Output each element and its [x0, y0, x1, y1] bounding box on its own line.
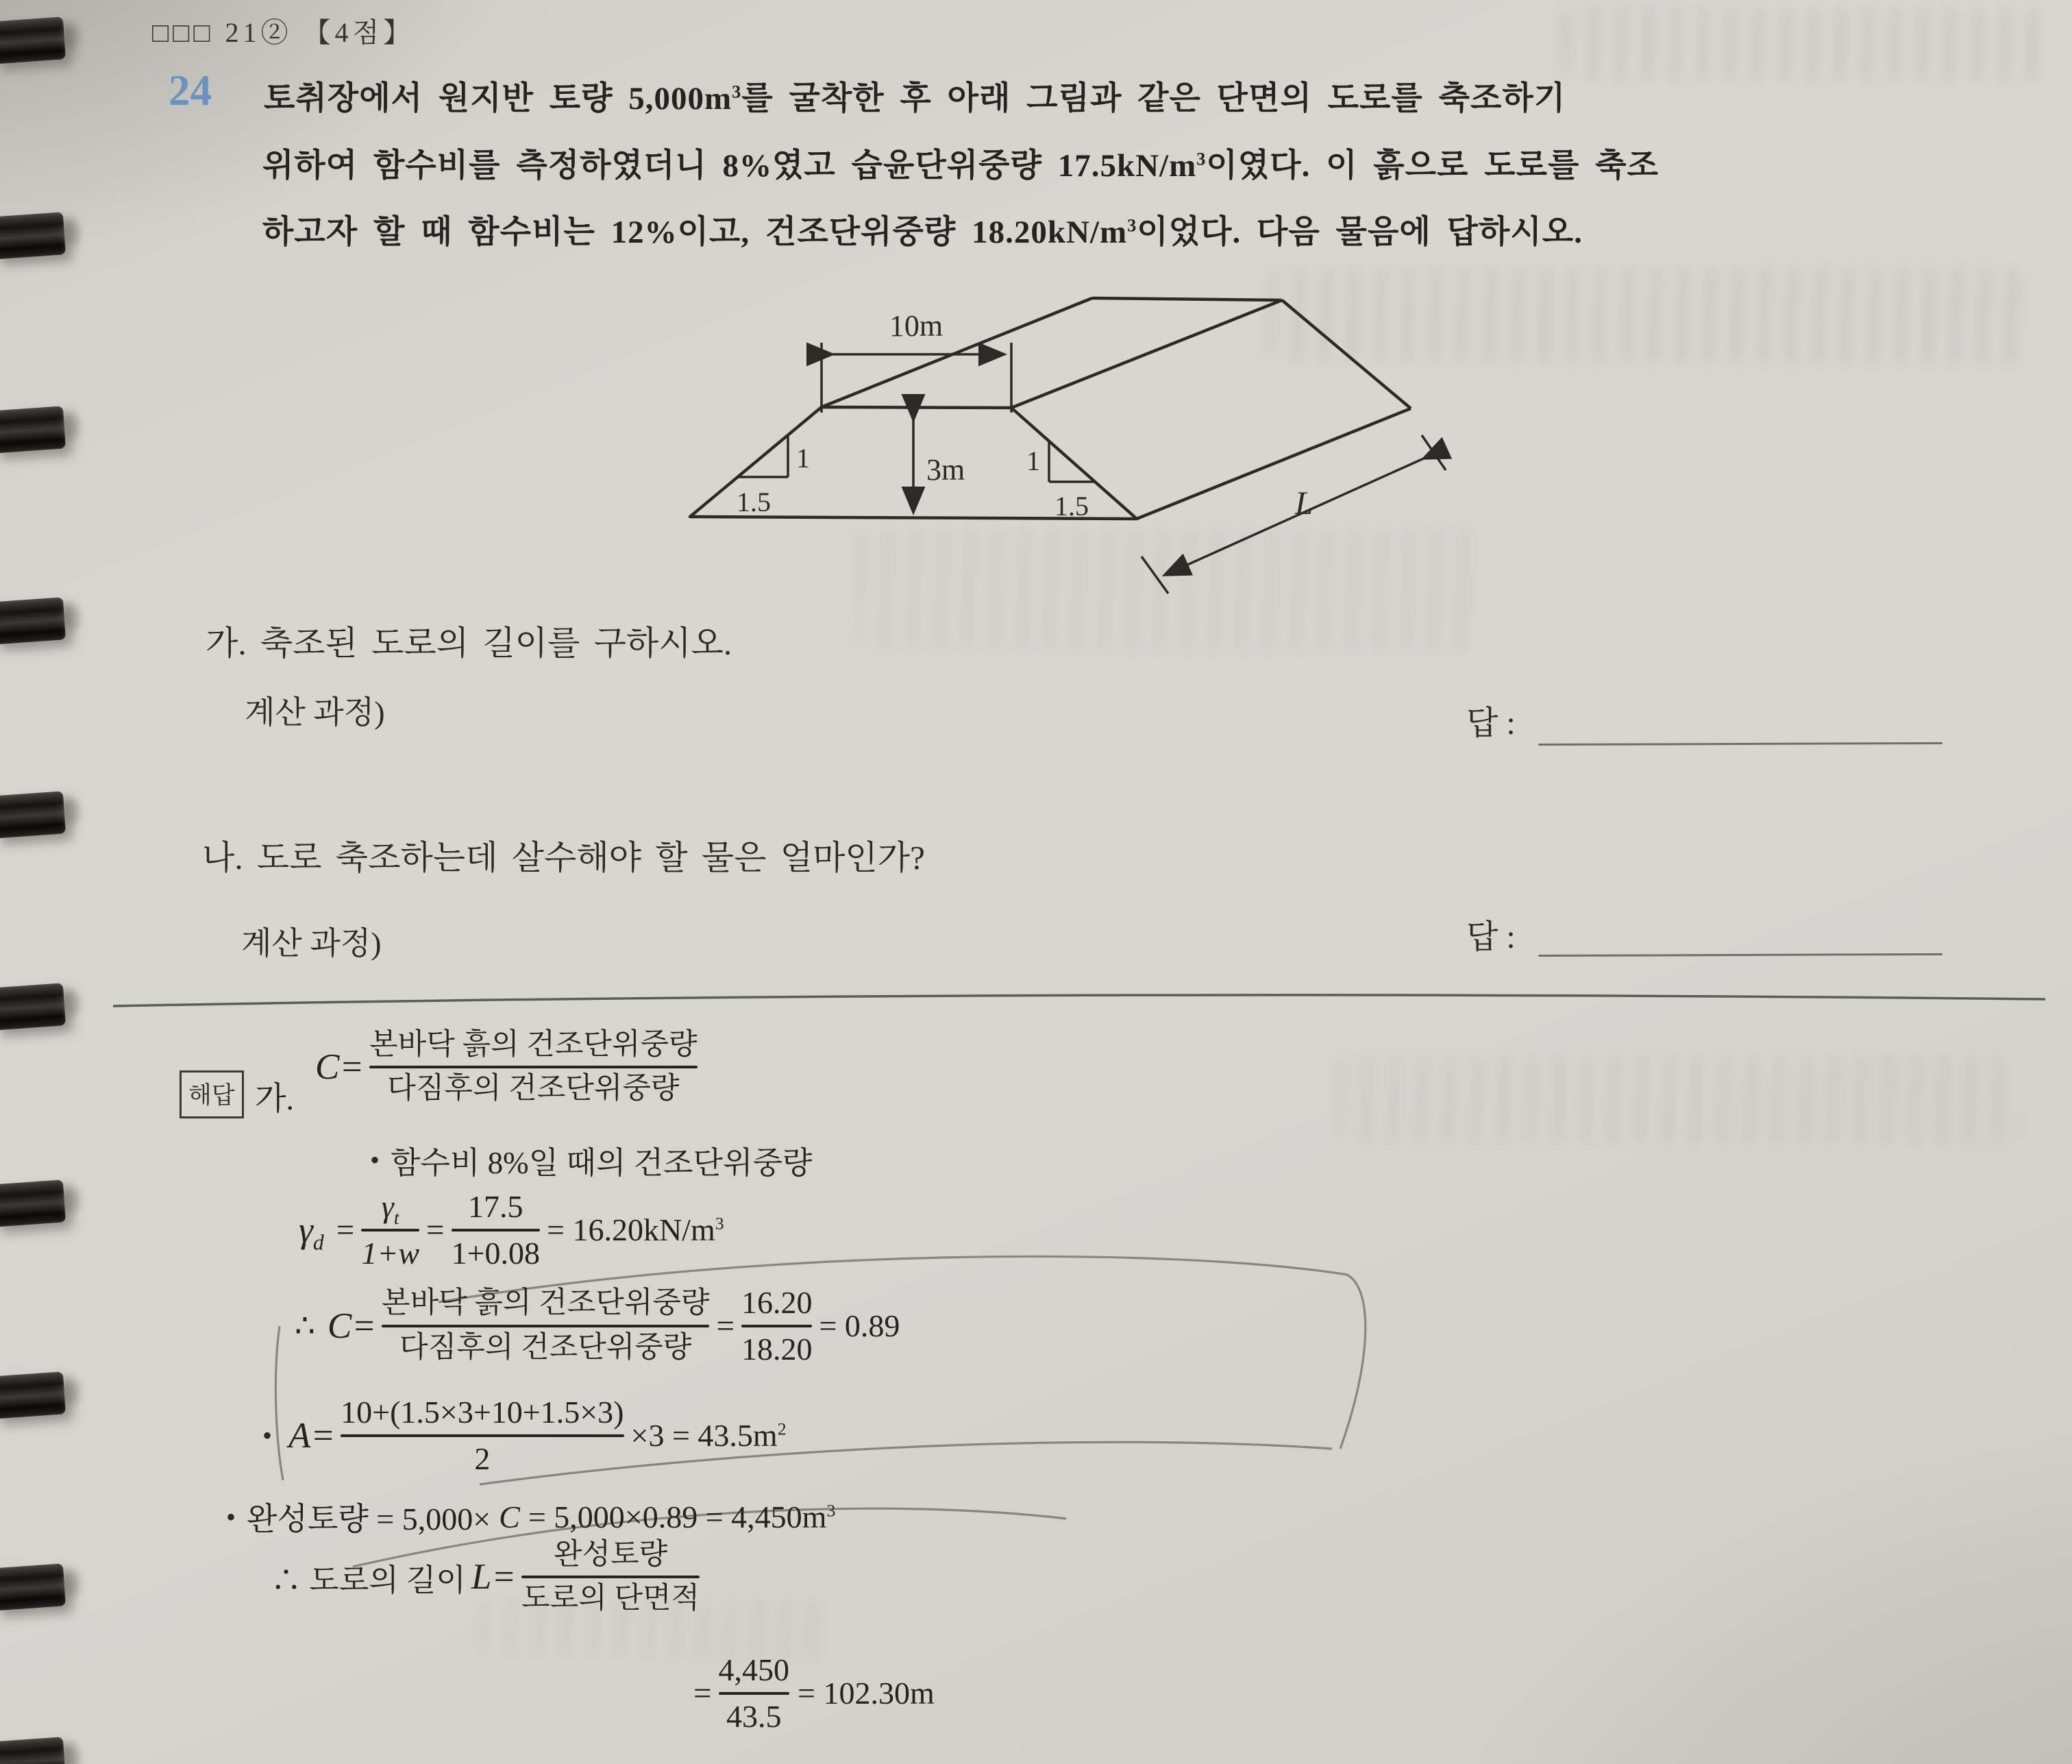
fraction-bar	[382, 1325, 709, 1327]
therefore-symbol: ∴	[295, 1308, 315, 1345]
length-denominator: 도로의 단면적	[521, 1582, 700, 1615]
area-result	[631, 1417, 787, 1454]
left-slope-run-label: 1.5	[737, 487, 771, 517]
height-label: 3m	[926, 453, 965, 487]
solution-final-result	[687, 1653, 935, 1733]
numeric-fraction-16-20	[741, 1286, 813, 1366]
equals-sign: =	[716, 1308, 735, 1344]
final-result: = 102.30m	[798, 1676, 935, 1711]
gamma-d-symbol	[299, 1210, 324, 1255]
gamma-result	[547, 1212, 724, 1248]
completed-volume-result	[528, 1499, 835, 1535]
right-slope-run-label: 1.5	[1054, 491, 1089, 522]
a-symbol: A=	[288, 1415, 336, 1456]
gamma-t-numerator	[381, 1189, 399, 1229]
superscript-3: 3	[1127, 215, 1137, 236]
numerator-16-20: 16.20	[741, 1285, 813, 1320]
c-denominator: 다짐후의 건조단위중량	[399, 1331, 692, 1364]
gamma-t-subscript: t	[393, 1207, 399, 1229]
final-numerator: 4,450	[718, 1652, 790, 1687]
fraction-bar	[719, 1692, 790, 1695]
numeric-fraction-17-5	[452, 1190, 540, 1270]
gamma-d-subscript: d	[312, 1230, 324, 1255]
bullet-icon: •	[226, 1501, 236, 1532]
road-length-text: ∴ 도로의 길이	[271, 1563, 466, 1597]
c-definition-fraction-2	[382, 1288, 709, 1364]
fraction-bar	[369, 1066, 697, 1068]
left-slope-rise-label: 1	[796, 443, 810, 474]
equals-sign: =	[336, 1212, 355, 1248]
l-symbol: L=	[471, 1557, 517, 1597]
solution-c-definition	[310, 1029, 698, 1105]
c-numerator: 본바닥 흙의 건조단위중량	[382, 1287, 710, 1320]
gamma-glyph: γ	[299, 1210, 313, 1250]
bullet-icon: •	[262, 1420, 273, 1451]
completed-volume-text: 완성토량 = 5,000×	[247, 1502, 491, 1536]
denominator-1-08: 1+0.08	[451, 1235, 541, 1271]
area-numerator: 10+(1.5×3+10+1.5×3)	[341, 1395, 624, 1430]
problem-number: 24	[169, 66, 212, 114]
area-result-text: ×3 = 43.5m	[630, 1418, 778, 1454]
bullet-1-text: 함수비 8%일 때의 건조단위중량	[391, 1146, 813, 1180]
superscript-3: 3	[732, 82, 742, 102]
c-definition-fraction	[369, 1029, 697, 1105]
equals-sign: =	[693, 1675, 712, 1711]
gamma-glyph: γ	[381, 1189, 394, 1224]
c-symbol: C	[499, 1499, 520, 1534]
gamma-fraction	[361, 1190, 419, 1270]
solution-area-equation	[262, 1395, 787, 1475]
fraction-bar	[361, 1229, 419, 1232]
section-divider-line	[113, 995, 2045, 1006]
problem-line-3-text: 하고자 할 때 함수비는 12%이고, 건조단위중량 18.20kN/m	[262, 215, 1128, 250]
gamma-result-text: = 16.20kN/m	[547, 1212, 715, 1248]
question-na-calc-label: 계산 과정)	[241, 926, 382, 961]
solution-c-value-equation	[288, 1286, 900, 1366]
solution-part-label: 가.	[255, 1081, 295, 1117]
c-symbol: C=	[315, 1047, 365, 1088]
final-fraction	[719, 1653, 790, 1733]
question-ga: 가. 축조된 도로의 길이를 구하시오.	[206, 624, 732, 662]
one-plus-w-denominator: 1+w	[361, 1235, 420, 1271]
solution-bullet-1	[370, 1138, 812, 1182]
problem-line-1-rest: 를 굴착한 후 아래 그림과 같은 단면의 도로를 축조하기	[741, 81, 1566, 117]
fraction-bar	[341, 1434, 624, 1437]
solution-gamma-equation	[293, 1190, 724, 1270]
superscript-3: 3	[826, 1500, 836, 1521]
fraction-bar	[521, 1576, 700, 1578]
question-na-answer-label: 답 :	[1466, 919, 1516, 955]
c-numerator: 본바닥 흙의 건조단위중량	[369, 1029, 698, 1061]
top-width-label: 10m	[889, 309, 944, 343]
equals-sign: =	[426, 1212, 445, 1248]
question-ga-answer-label: 답 :	[1466, 705, 1516, 742]
length-fraction	[521, 1539, 700, 1615]
solution-length-definition	[271, 1539, 700, 1615]
length-label: L	[1295, 485, 1314, 522]
problem-line-2-text: 위하여 함수비를 측정하였더니 8%였고 습윤단위중량 17.5kN/m	[262, 148, 1197, 184]
problem-line-1-text: 토취장에서 원지반 토량 5,000m	[264, 81, 732, 117]
area-denominator: 2	[474, 1441, 491, 1476]
superscript-3: 3	[715, 1213, 724, 1234]
fraction-bar	[741, 1325, 813, 1327]
solution-completed-volume	[226, 1494, 835, 1539]
length-numerator: 완성토량	[554, 1539, 668, 1571]
c-result: = 0.89	[819, 1308, 900, 1344]
c-symbol: C=	[327, 1306, 377, 1346]
superscript-3: 3	[1196, 149, 1207, 169]
superscript-2: 2	[777, 1419, 787, 1439]
right-slope-rise-label: 1	[1026, 445, 1040, 476]
fraction-bar	[452, 1229, 540, 1232]
area-fraction	[341, 1395, 624, 1475]
problem-line-3-rest: 이었다. 다음 물음에 답하시오.	[1137, 215, 1583, 250]
question-ga-calc-label: 계산 과정)	[245, 695, 385, 730]
completed-volume-result-text: = 5,000×0.89 = 4,450m	[528, 1499, 827, 1534]
question-na: 나. 도로 축조하는데 살수해야 할 물은 얼마인가?	[202, 839, 925, 877]
question-meta-label: □□□ 21② 【4점】	[152, 17, 415, 48]
final-denominator: 43.5	[726, 1698, 782, 1734]
denominator-18-20: 18.20	[741, 1331, 813, 1367]
problem-line-2-rest: 이였다. 이 흙으로 도로를 축조	[1206, 148, 1659, 184]
c-denominator: 다짐후의 건조단위중량	[387, 1073, 680, 1105]
numerator-17-5: 17.5	[468, 1189, 523, 1224]
solution-badge: 해답	[180, 1070, 244, 1118]
bullet-icon: •	[370, 1144, 380, 1175]
